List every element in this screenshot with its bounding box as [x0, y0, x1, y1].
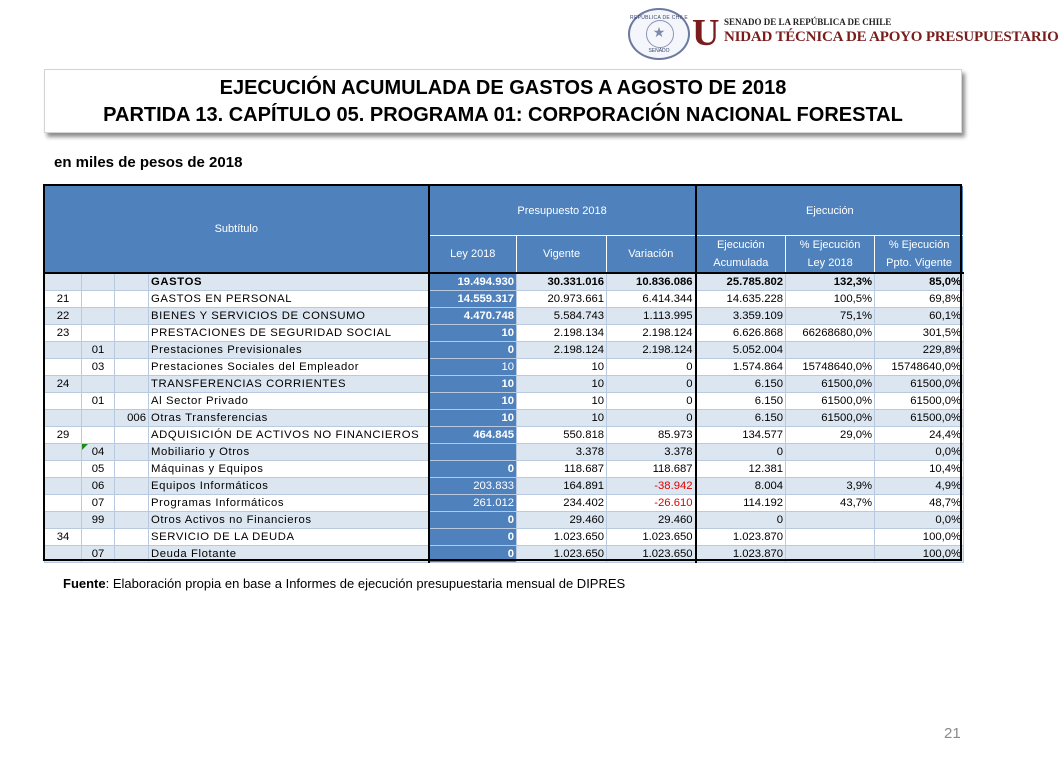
- cell-item: 01: [82, 393, 115, 410]
- table-row: [45, 342, 964, 359]
- cell-subtitulo: [45, 461, 82, 478]
- cell-vigente: 1.023.650: [517, 546, 607, 563]
- logo-initial: U: [692, 12, 720, 54]
- table-row: [45, 529, 964, 546]
- header-vigente: Vigente: [517, 236, 607, 274]
- cell-pct-vigente: 100,0%: [875, 546, 964, 563]
- cell-subtitulo: 24: [45, 376, 82, 393]
- cell-ejecucion-acumulada: 6.150: [696, 376, 786, 393]
- table-row: [45, 393, 964, 410]
- cell-ejecucion-acumulada: 25.785.802: [696, 273, 786, 291]
- header-ejec-acumulada-l2: Acumulada: [713, 257, 769, 269]
- senado-seal-icon: [628, 8, 690, 60]
- cell-vigente: 2.198.124: [517, 342, 607, 359]
- cell-ley: 0: [429, 512, 517, 529]
- cell-descripcion: Equipos Informáticos: [149, 478, 429, 495]
- cell-vigente: 5.584.743: [517, 308, 607, 325]
- cell-item: [82, 410, 115, 427]
- cell-asignacion: [115, 427, 149, 444]
- table-row: [45, 546, 964, 563]
- cell-vigente: 234.402: [517, 495, 607, 512]
- cell-vigente: 2.198.134: [517, 325, 607, 342]
- cell-ley: 14.559.317: [429, 291, 517, 308]
- cell-pct-vigente: 48,7%: [875, 495, 964, 512]
- cell-vigente: 30.331.016: [517, 273, 607, 291]
- cell-ley: 10: [429, 393, 517, 410]
- cell-variacion: 10.836.086: [607, 273, 696, 291]
- cell-asignacion: [115, 342, 149, 359]
- cell-subtitulo: [45, 410, 82, 427]
- cell-asignacion: [115, 478, 149, 495]
- cell-descripcion: Al Sector Privado: [149, 393, 429, 410]
- cell-descripcion: Programas Informáticos: [149, 495, 429, 512]
- cell-pct-ley: [786, 461, 875, 478]
- cell-descripcion: Mobiliario y Otros: [149, 444, 429, 461]
- cell-pct-ley: 29,0%: [786, 427, 875, 444]
- cell-ley: 10: [429, 359, 517, 376]
- table-row: [45, 359, 964, 376]
- slide-title: [44, 69, 962, 133]
- cell-variacion: 0: [607, 410, 696, 427]
- cell-asignacion: [115, 529, 149, 546]
- senado-utap-logo: [626, 8, 1059, 58]
- cell-ley: 0: [429, 529, 517, 546]
- cell-item: 01: [82, 342, 115, 359]
- source-text: : Elaboración propia en base a Informes de ejecución presupuestaria mensual de DIPRES: [105, 576, 626, 591]
- table-row: [45, 444, 964, 461]
- cell-asignacion: [115, 495, 149, 512]
- cell-descripcion: ADQUISICIÓN DE ACTIVOS NO FINANCIEROS: [149, 427, 429, 444]
- cell-descripcion: GASTOS: [149, 273, 429, 291]
- cell-item: 05: [82, 461, 115, 478]
- cell-ejecucion-acumulada: 6.150: [696, 410, 786, 427]
- table-row: [45, 308, 964, 325]
- cell-ejecucion-acumulada: 14.635.228: [696, 291, 786, 308]
- cell-ejecucion-acumulada: 134.577: [696, 427, 786, 444]
- cell-ley: [429, 444, 517, 461]
- cell-descripcion: PRESTACIONES DE SEGURIDAD SOCIAL: [149, 325, 429, 342]
- cell-subtitulo: [45, 495, 82, 512]
- cell-ley: 0: [429, 461, 517, 478]
- header-presupuesto: Presupuesto 2018: [429, 186, 696, 236]
- cell-item: 99: [82, 512, 115, 529]
- cell-ejecucion-acumulada: 3.359.109: [696, 308, 786, 325]
- table-row: [45, 461, 964, 478]
- cell-variacion: 85.973: [607, 427, 696, 444]
- header-subtitulo: Subtítulo: [45, 186, 429, 274]
- cell-item: [82, 325, 115, 342]
- page-number: 21: [944, 725, 961, 742]
- cell-ejecucion-acumulada: 8.004: [696, 478, 786, 495]
- cell-variacion: 0: [607, 393, 696, 410]
- cell-variacion: 118.687: [607, 461, 696, 478]
- cell-ley: 10: [429, 325, 517, 342]
- cell-vigente: 29.460: [517, 512, 607, 529]
- title-line-2: PARTIDA 13. CAPÍTULO 05. PROGRAMA 01: CORPORACIÓN NACIONAL FORESTAL: [103, 104, 903, 126]
- cell-variacion: -26.610: [607, 495, 696, 512]
- cell-ejecucion-acumulada: 6.626.868: [696, 325, 786, 342]
- cell-vigente: 3.378: [517, 444, 607, 461]
- cell-asignacion: [115, 444, 149, 461]
- cell-ley: 10: [429, 376, 517, 393]
- cell-ejecucion-acumulada: 1.023.870: [696, 546, 786, 563]
- cell-asignacion: [115, 461, 149, 478]
- logo-line-unidad: NIDAD TÉCNICA DE APOYO PRESUPUESTARIO: [724, 29, 1059, 45]
- cell-vigente: 118.687: [517, 461, 607, 478]
- cell-subtitulo: [45, 512, 82, 529]
- cell-subtitulo: [45, 478, 82, 495]
- cell-variacion: 3.378: [607, 444, 696, 461]
- cell-pct-vigente: 85,0%: [875, 273, 964, 291]
- cell-vigente: 10: [517, 410, 607, 427]
- table-row: [45, 376, 964, 393]
- cell-pct-ley: 43,7%: [786, 495, 875, 512]
- cell-pct-ley: [786, 546, 875, 563]
- cell-pct-ley: 132,3%: [786, 273, 875, 291]
- cell-descripcion: Otros Activos no Financieros: [149, 512, 429, 529]
- cell-pct-vigente: 15748640,0%: [875, 359, 964, 376]
- cell-vigente: 164.891: [517, 478, 607, 495]
- cell-ejecucion-acumulada: 0: [696, 512, 786, 529]
- source-label: Fuente: [63, 576, 106, 591]
- cell-descripcion: TRANSFERENCIAS CORRIENTES: [149, 376, 429, 393]
- cell-ley: 10: [429, 410, 517, 427]
- cell-pct-vigente: 69,8%: [875, 291, 964, 308]
- cell-variacion: 2.198.124: [607, 325, 696, 342]
- cell-variacion: 0: [607, 359, 696, 376]
- seal-star-icon: ★: [652, 24, 666, 40]
- cell-ejecucion-acumulada: 6.150: [696, 393, 786, 410]
- cell-item: [82, 308, 115, 325]
- cell-asignacion: [115, 546, 149, 563]
- cell-asignacion: [115, 359, 149, 376]
- cell-subtitulo: [45, 444, 82, 461]
- units-subtitle: en miles de pesos de 2018: [54, 154, 243, 171]
- cell-pct-vigente: 0,0%: [875, 512, 964, 529]
- cell-subtitulo: [45, 546, 82, 563]
- cell-vigente: 10: [517, 359, 607, 376]
- cell-item: 07: [82, 495, 115, 512]
- budget-execution-table: [44, 185, 964, 563]
- comment-marker-icon: [82, 444, 88, 450]
- cell-item: [82, 529, 115, 546]
- cell-variacion: 1.023.650: [607, 529, 696, 546]
- table-row: [45, 291, 964, 308]
- cell-vigente: 1.023.650: [517, 529, 607, 546]
- cell-item: [82, 273, 115, 291]
- cell-asignacion: [115, 376, 149, 393]
- cell-subtitulo: [45, 273, 82, 291]
- cell-pct-ley: [786, 529, 875, 546]
- seal-bottom-text: SENADO: [648, 48, 670, 54]
- cell-variacion: 6.414.344: [607, 291, 696, 308]
- cell-asignacion: 006: [115, 410, 149, 427]
- cell-variacion: 29.460: [607, 512, 696, 529]
- header-pct-ley-l1: % Ejecución: [799, 239, 861, 251]
- cell-subtitulo: 22: [45, 308, 82, 325]
- seal-top-text: REPÚBLICA DE CHILE: [630, 15, 688, 21]
- header-pct-vigente: [875, 236, 964, 274]
- cell-vigente: 20.973.661: [517, 291, 607, 308]
- cell-ejecucion-acumulada: 1.023.870: [696, 529, 786, 546]
- table-row: [45, 410, 964, 427]
- cell-descripcion: Prestaciones Previsionales: [149, 342, 429, 359]
- header-ejecucion: Ejecución: [696, 186, 964, 236]
- table-row: [45, 325, 964, 342]
- header-pct-ley-l2: Ley 2018: [807, 257, 853, 269]
- header-ejec-acumulada-l1: Ejecución: [716, 239, 765, 251]
- cell-pct-ley: 3,9%: [786, 478, 875, 495]
- cell-ejecucion-acumulada: 12.381: [696, 461, 786, 478]
- cell-subtitulo: 21: [45, 291, 82, 308]
- cell-pct-vigente: 61500,0%: [875, 410, 964, 427]
- cell-ejecucion-acumulada: 5.052.004: [696, 342, 786, 359]
- table-row: [45, 495, 964, 512]
- cell-asignacion: [115, 291, 149, 308]
- cell-ley: 4.470.748: [429, 308, 517, 325]
- cell-ley: 0: [429, 342, 517, 359]
- cell-variacion: -38.942: [607, 478, 696, 495]
- cell-ley: 261.012: [429, 495, 517, 512]
- table-body: [45, 273, 964, 563]
- cell-pct-vigente: 229,8%: [875, 342, 964, 359]
- cell-subtitulo: [45, 342, 82, 359]
- cell-item: 07: [82, 546, 115, 563]
- table-row: [45, 427, 964, 444]
- cell-variacion: 2.198.124: [607, 342, 696, 359]
- cell-vigente: 550.818: [517, 427, 607, 444]
- cell-pct-ley: 61500,0%: [786, 410, 875, 427]
- table-row: [45, 478, 964, 495]
- cell-subtitulo: 29: [45, 427, 82, 444]
- title-line-1: EJECUCIÓN ACUMULADA DE GASTOS A AGOSTO DE 2018: [219, 77, 787, 99]
- cell-descripcion: Otras Transferencias: [149, 410, 429, 427]
- header-ejec-acumulada: [696, 236, 786, 274]
- cell-descripcion: BIENES Y SERVICIOS DE CONSUMO: [149, 308, 429, 325]
- cell-descripcion: SERVICIO DE LA DEUDA: [149, 529, 429, 546]
- cell-subtitulo: 23: [45, 325, 82, 342]
- cell-pct-ley: 75,1%: [786, 308, 875, 325]
- cell-pct-ley: 61500,0%: [786, 393, 875, 410]
- cell-pct-ley: 15748640,0%: [786, 359, 875, 376]
- cell-vigente: 10: [517, 393, 607, 410]
- cell-asignacion: [115, 325, 149, 342]
- cell-ejecucion-acumulada: 114.192: [696, 495, 786, 512]
- cell-descripcion: Máquinas y Equipos: [149, 461, 429, 478]
- cell-pct-vigente: 0,0%: [875, 444, 964, 461]
- cell-pct-vigente: 10,4%: [875, 461, 964, 478]
- table-row: [45, 273, 964, 291]
- cell-vigente: 10: [517, 376, 607, 393]
- cell-ley: 0: [429, 546, 517, 563]
- cell-item: 03: [82, 359, 115, 376]
- cell-ley: 464.845: [429, 427, 517, 444]
- cell-pct-vigente: 4,9%: [875, 478, 964, 495]
- header-pct-vigente-l2: Ppto. Vigente: [886, 257, 953, 269]
- cell-item: [82, 291, 115, 308]
- cell-pct-ley: 100,5%: [786, 291, 875, 308]
- header-ley: Ley 2018: [429, 236, 517, 274]
- cell-asignacion: [115, 308, 149, 325]
- cell-pct-vigente: 61500,0%: [875, 393, 964, 410]
- cell-pct-ley: [786, 342, 875, 359]
- cell-subtitulo: [45, 393, 82, 410]
- cell-descripcion: Deuda Flotante: [149, 546, 429, 563]
- cell-pct-ley: 66268680,0%: [786, 325, 875, 342]
- cell-asignacion: [115, 393, 149, 410]
- cell-pct-vigente: 24,4%: [875, 427, 964, 444]
- header-pct-vigente-l1: % Ejecución: [888, 239, 950, 251]
- cell-subtitulo: 34: [45, 529, 82, 546]
- cell-pct-ley: [786, 444, 875, 461]
- cell-variacion: 1.023.650: [607, 546, 696, 563]
- cell-variacion: 1.113.995: [607, 308, 696, 325]
- cell-pct-vigente: 60,1%: [875, 308, 964, 325]
- cell-item: 06: [82, 478, 115, 495]
- cell-item: [82, 427, 115, 444]
- cell-item: [82, 376, 115, 393]
- cell-pct-vigente: 301,5%: [875, 325, 964, 342]
- header-variacion: Variación: [607, 236, 696, 274]
- cell-item: 04: [82, 444, 115, 461]
- source-note: [63, 576, 625, 591]
- cell-ley: 203.833: [429, 478, 517, 495]
- cell-ejecucion-acumulada: 1.574.864: [696, 359, 786, 376]
- cell-pct-ley: [786, 512, 875, 529]
- cell-asignacion: [115, 512, 149, 529]
- cell-pct-ley: 61500,0%: [786, 376, 875, 393]
- cell-variacion: 0: [607, 376, 696, 393]
- cell-pct-vigente: 61500,0%: [875, 376, 964, 393]
- cell-descripcion: GASTOS EN PERSONAL: [149, 291, 429, 308]
- cell-descripcion: Prestaciones Sociales del Empleador: [149, 359, 429, 376]
- cell-subtitulo: [45, 359, 82, 376]
- table-row: [45, 512, 964, 529]
- cell-pct-vigente: 100,0%: [875, 529, 964, 546]
- header-pct-ley: [786, 236, 875, 274]
- cell-asignacion: [115, 273, 149, 291]
- cell-ejecucion-acumulada: 0: [696, 444, 786, 461]
- cell-ley: 19.494.930: [429, 273, 517, 291]
- logo-line-senado: SENADO DE LA REPÚBLICA DE CHILE: [724, 17, 892, 27]
